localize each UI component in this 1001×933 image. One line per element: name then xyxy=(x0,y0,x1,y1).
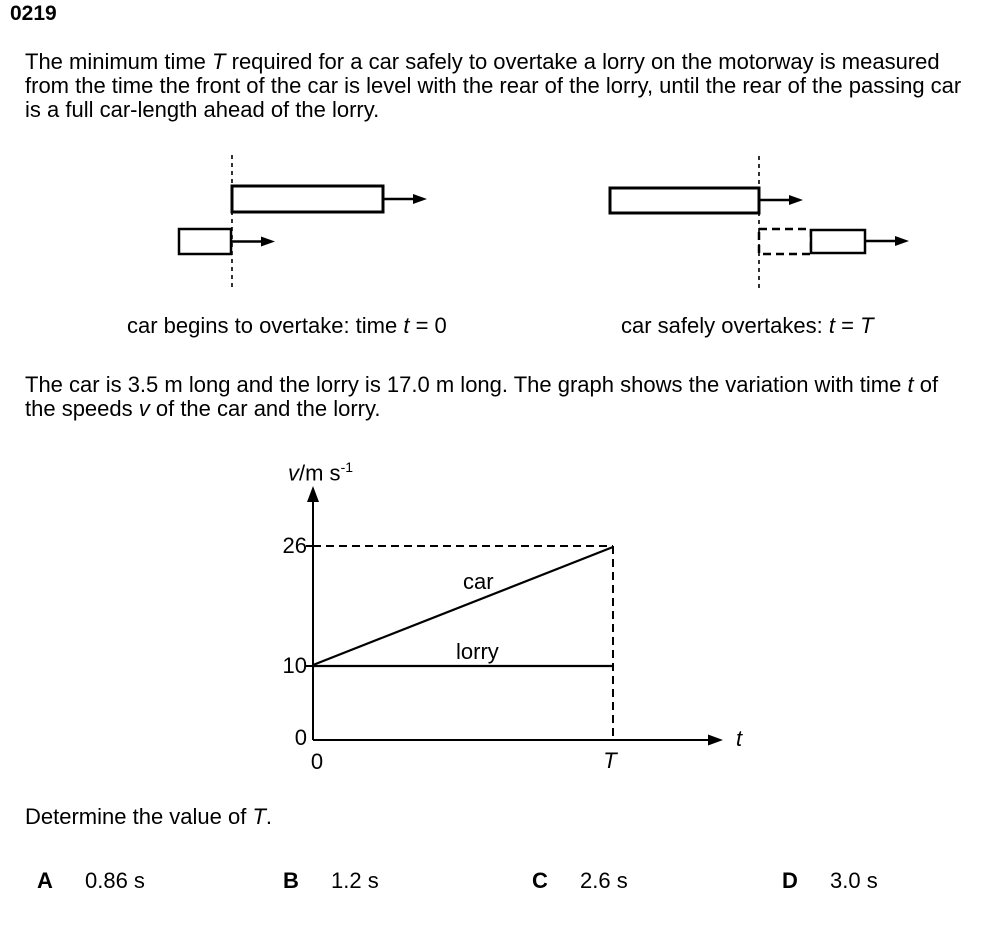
question-text xyxy=(25,805,272,829)
caption-overtake-start xyxy=(127,314,447,338)
option-c-letter: C xyxy=(532,868,548,893)
body-text: The car is 3.5 m long and the lorry is 17.0 m long. The graph shows the variation with time xyxy=(25,372,908,397)
caption-text: = xyxy=(835,313,861,338)
body-text: the speeds xyxy=(25,396,139,421)
caption-text: car begins to overtake: time xyxy=(127,313,404,338)
option-d-value: 3.0 s xyxy=(830,868,878,893)
car-rect xyxy=(179,229,231,254)
option-b-value: 1.2 s xyxy=(331,868,379,893)
variable-v: v xyxy=(138,396,150,421)
intro-text: is a full car-length ahead of the lorry. xyxy=(25,97,380,122)
y-axis-exponent: -1 xyxy=(340,459,354,475)
body-text: of xyxy=(913,372,939,397)
body-text: of the car and the lorry. xyxy=(149,396,381,421)
car-length-gap-rect xyxy=(759,229,811,254)
y-tick-label-10: 10 xyxy=(282,653,307,678)
y-tick-label-0: 0 xyxy=(294,725,307,750)
option-a-letter: A xyxy=(37,868,53,893)
car-arrowhead-icon xyxy=(261,237,275,247)
lorry-arrowhead-icon xyxy=(413,194,427,204)
lorry-rect xyxy=(232,186,383,212)
car-line-label: car xyxy=(463,569,494,594)
option-d xyxy=(782,869,878,893)
diagram-overtake-end xyxy=(590,150,930,300)
y-axis-arrowhead-icon xyxy=(307,486,319,502)
y-tick-label-26: 26 xyxy=(282,533,307,558)
variable-t: t xyxy=(907,372,914,397)
body-paragraph xyxy=(25,373,938,421)
variable-t: t xyxy=(828,313,835,338)
option-d-letter: D xyxy=(782,868,798,893)
y-axis-unit: /m s xyxy=(299,460,341,486)
question-text-post: . xyxy=(265,804,273,829)
lorry-arrowhead-icon xyxy=(789,195,803,205)
question-text-pre: Determine the value of xyxy=(25,804,253,829)
question-id: 0219 xyxy=(10,2,57,25)
option-a-value: 0.86 s xyxy=(85,868,145,893)
diagram-overtake-start xyxy=(150,150,450,300)
intro-text: required for a car safely to overtake a lorry on the motorway is measured xyxy=(225,49,940,74)
car-arrowhead-icon xyxy=(895,236,909,246)
speed-time-graph xyxy=(270,448,790,788)
variable-T: T xyxy=(252,804,266,829)
intro-text: from the time the front of the car is level with the rear of the lorry, until the rear of the passing car xyxy=(25,73,962,98)
lorry-line-label: lorry xyxy=(456,639,499,664)
option-a xyxy=(37,869,145,893)
x-tick-label-T: T xyxy=(603,748,617,773)
x-axis-label-t: t xyxy=(736,726,743,751)
variable-T: T xyxy=(212,49,226,74)
intro-text: The minimum time xyxy=(25,49,213,74)
variable-T: T xyxy=(860,313,874,338)
intro-paragraph xyxy=(25,50,961,122)
x-tick-label-0: 0 xyxy=(310,749,324,774)
caption-text: = 0 xyxy=(409,313,447,338)
lorry-rect xyxy=(610,188,759,213)
caption-overtake-end xyxy=(621,314,874,338)
car-rect xyxy=(811,230,865,253)
x-axis-arrowhead-icon xyxy=(708,735,723,746)
caption-text: car safely overtakes: xyxy=(621,313,829,338)
option-c-value: 2.6 s xyxy=(580,868,628,893)
option-b xyxy=(283,869,379,893)
option-b-letter: B xyxy=(283,868,299,893)
variable-v: v xyxy=(288,460,299,486)
variable-t: t xyxy=(403,313,410,338)
option-c xyxy=(532,869,628,893)
